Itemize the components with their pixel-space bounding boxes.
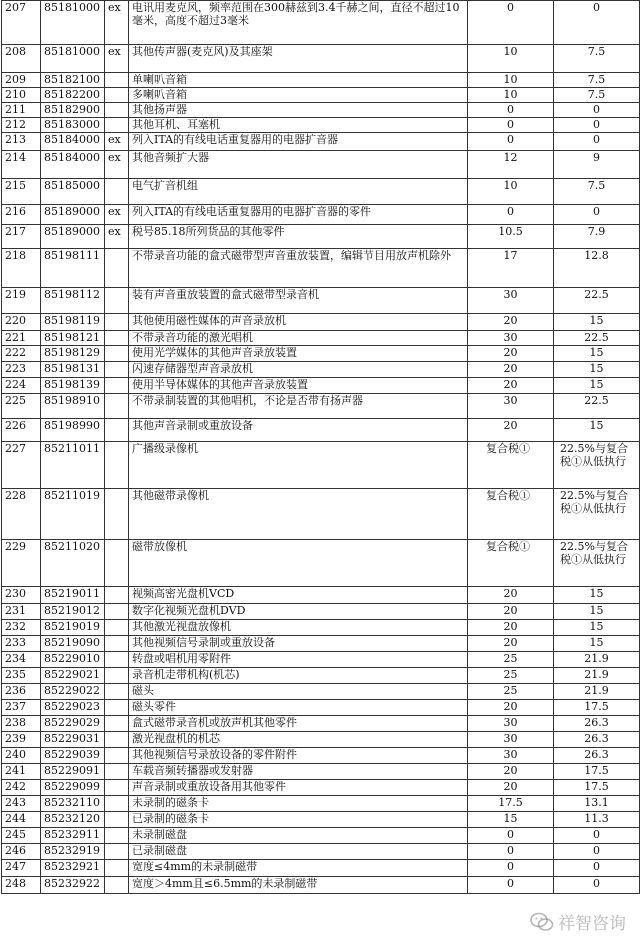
row-number: 216 (2, 205, 41, 225)
tariff-code: 85232911 (41, 828, 105, 844)
provisional-rate: 22.5%与复合税①从低执行 (554, 489, 640, 540)
provisional-rate: 17.5 (554, 780, 640, 796)
ex-flag (105, 620, 129, 636)
goods-description: 单喇叭音箱 (129, 73, 468, 88)
mfn-rate: 复合税① (468, 442, 554, 489)
ex-flag (105, 812, 129, 828)
mfn-rate: 0 (468, 1, 554, 45)
tariff-code: 85219019 (41, 620, 105, 636)
tariff-code: 85232921 (41, 860, 105, 877)
mfn-rate: 17 (468, 249, 554, 288)
row-number: 213 (2, 133, 41, 151)
table-row (2, 118, 640, 133)
tariff-code: 85185000 (41, 179, 105, 205)
mfn-rate: 30 (468, 748, 554, 764)
row-number: 232 (2, 620, 41, 636)
provisional-rate: 22.5 (554, 394, 640, 419)
provisional-rate: 0 (554, 844, 640, 860)
goods-description: 宽度≤4mm的未录制磁带 (129, 860, 468, 877)
goods-description: 其他视频信号录制或重放设备 (129, 636, 468, 652)
row-number: 208 (2, 45, 41, 73)
ex-flag: ex (105, 133, 129, 151)
provisional-rate: 22.5 (554, 331, 640, 346)
provisional-rate: 0 (554, 103, 640, 118)
goods-description: 磁带放像机 (129, 540, 468, 587)
mfn-rate: 10 (468, 88, 554, 103)
table-row (2, 88, 640, 103)
tariff-code: 85229022 (41, 684, 105, 700)
ex-flag (105, 604, 129, 620)
mfn-rate: 20 (468, 780, 554, 796)
goods-description: 声音录制或重放设备用其他零件 (129, 780, 468, 796)
tariff-code: 85198112 (41, 288, 105, 314)
provisional-rate: 26.3 (554, 716, 640, 732)
tariff-code: 85182900 (41, 103, 105, 118)
provisional-rate: 7.5 (554, 88, 640, 103)
ex-flag (105, 118, 129, 133)
mfn-rate: 10.5 (468, 225, 554, 249)
table-row (2, 700, 640, 716)
ex-flag (105, 419, 129, 442)
goods-description: 列入ITA的有线电话重复器用的电器扩音器的零件 (129, 205, 468, 225)
row-number: 228 (2, 489, 41, 540)
ex-flag (105, 394, 129, 419)
row-number: 209 (2, 73, 41, 88)
provisional-rate: 0 (554, 205, 640, 225)
goods-description: 电讯用麦克风，频率范围在300赫兹到3.4千赫之间，直径不超过10毫米，高度不超过3毫米 (129, 1, 468, 45)
goods-description: 使用半导体媒体的其他声音录放装置 (129, 378, 468, 394)
mfn-rate: 复合税① (468, 489, 554, 540)
provisional-rate: 15 (554, 314, 640, 331)
goods-description: 磁头零件 (129, 700, 468, 716)
watermark-text: 祥智咨询 (558, 914, 626, 934)
provisional-rate: 15 (554, 378, 640, 394)
provisional-rate: 22.5%与复合税①从低执行 (554, 540, 640, 587)
provisional-rate: 9 (554, 151, 640, 179)
ex-flag (105, 796, 129, 812)
mfn-rate: 10 (468, 179, 554, 205)
ex-flag (105, 489, 129, 540)
ex-flag (105, 331, 129, 346)
row-number: 231 (2, 604, 41, 620)
row-number: 220 (2, 314, 41, 331)
row-number: 214 (2, 151, 41, 179)
mfn-rate: 0 (468, 828, 554, 844)
tariff-code: 85229010 (41, 652, 105, 668)
table-row (2, 716, 640, 732)
ex-flag: ex (105, 1, 129, 45)
ex-flag: ex (105, 45, 129, 73)
ex-flag (105, 288, 129, 314)
table-row (2, 796, 640, 812)
table-row (2, 249, 640, 288)
table-row (2, 1, 640, 45)
goods-description: 已录制的磁条卡 (129, 812, 468, 828)
mfn-rate: 0 (468, 103, 554, 118)
provisional-rate: 15 (554, 620, 640, 636)
table-row (2, 331, 640, 346)
tariff-code: 85198139 (41, 378, 105, 394)
table-row (2, 828, 640, 844)
provisional-rate: 7.5 (554, 73, 640, 88)
row-number: 246 (2, 844, 41, 860)
mfn-rate: 20 (468, 314, 554, 331)
mfn-rate: 30 (468, 716, 554, 732)
goods-description: 激光视盘机的机芯 (129, 732, 468, 748)
table-row (2, 620, 640, 636)
mfn-rate: 17.5 (468, 796, 554, 812)
provisional-rate: 22.5%与复合税①从低执行 (554, 442, 640, 489)
mfn-rate: 20 (468, 764, 554, 780)
table-row (2, 151, 640, 179)
ex-flag (105, 652, 129, 668)
row-number: 244 (2, 812, 41, 828)
mfn-rate: 0 (468, 205, 554, 225)
row-number: 224 (2, 378, 41, 394)
row-number: 233 (2, 636, 41, 652)
provisional-rate: 15 (554, 604, 640, 620)
ex-flag (105, 346, 129, 362)
goods-description: 其他使用磁性媒体的声音录放机 (129, 314, 468, 331)
mfn-rate: 12 (468, 151, 554, 179)
tariff-code: 85232919 (41, 844, 105, 860)
table-row (2, 205, 640, 225)
provisional-rate: 7.5 (554, 179, 640, 205)
mfn-rate: 15 (468, 812, 554, 828)
tariff-code: 85211020 (41, 540, 105, 587)
row-number: 235 (2, 668, 41, 684)
row-number: 240 (2, 748, 41, 764)
goods-description: 其他扬声器 (129, 103, 468, 118)
goods-description: 盒式磁带录音机或放声机其他零件 (129, 716, 468, 732)
ex-flag (105, 103, 129, 118)
goods-description: 多喇叭音箱 (129, 88, 468, 103)
provisional-rate: 15 (554, 419, 640, 442)
ex-flag (105, 314, 129, 331)
row-number: 223 (2, 362, 41, 378)
tariff-code: 85184000 (41, 151, 105, 179)
ex-flag (105, 540, 129, 587)
ex-flag (105, 700, 129, 716)
mfn-rate: 复合税① (468, 540, 554, 587)
provisional-rate: 7.5 (554, 45, 640, 73)
goods-description: 其他音频扩大器 (129, 151, 468, 179)
row-number: 241 (2, 764, 41, 780)
goods-description: 不带录音功能的盒式磁带型声音重放装置，编辑节目用放声机除外 (129, 249, 468, 288)
mfn-rate: 30 (468, 288, 554, 314)
table-row (2, 103, 640, 118)
ex-flag (105, 877, 129, 894)
provisional-rate: 22.5 (554, 288, 640, 314)
mfn-rate: 0 (468, 844, 554, 860)
ex-flag (105, 249, 129, 288)
provisional-rate: 17.5 (554, 700, 640, 716)
table-row (2, 732, 640, 748)
row-number: 238 (2, 716, 41, 732)
row-number: 215 (2, 179, 41, 205)
goods-description: 广播级录像机 (129, 442, 468, 489)
row-number: 243 (2, 796, 41, 812)
goods-description: 未录制磁盘 (129, 828, 468, 844)
goods-description: 其他声音录制或重放设备 (129, 419, 468, 442)
table-row (2, 419, 640, 442)
ex-flag (105, 780, 129, 796)
table-row (2, 780, 640, 796)
row-number: 217 (2, 225, 41, 249)
tariff-code: 85182200 (41, 88, 105, 103)
provisional-rate: 0 (554, 133, 640, 151)
mfn-rate: 25 (468, 652, 554, 668)
provisional-rate: 17.5 (554, 764, 640, 780)
goods-description: 装有声音重放装置的盒式磁带型录音机 (129, 288, 468, 314)
mfn-rate: 20 (468, 419, 554, 442)
tariff-code: 85184000 (41, 133, 105, 151)
tariff-code: 85181000 (41, 1, 105, 45)
provisional-rate: 7.9 (554, 225, 640, 249)
row-number: 236 (2, 684, 41, 700)
table-row (2, 45, 640, 73)
goods-description: 使用光学媒体的其他声音录放装置 (129, 346, 468, 362)
provisional-rate: 15 (554, 636, 640, 652)
ex-flag (105, 828, 129, 844)
provisional-rate: 15 (554, 346, 640, 362)
ex-flag (105, 378, 129, 394)
goods-description: 其他传声器(麦克风)及其座架 (129, 45, 468, 73)
table-row (2, 764, 640, 780)
ex-flag: ex (105, 225, 129, 249)
provisional-rate: 0 (554, 828, 640, 844)
table-row (2, 394, 640, 419)
provisional-rate: 21.9 (554, 684, 640, 700)
tariff-code: 85198910 (41, 394, 105, 419)
ex-flag (105, 73, 129, 88)
tariff-code: 85229023 (41, 700, 105, 716)
table-row (2, 225, 640, 249)
table-row (2, 442, 640, 489)
goods-description: 宽度＞4mm且≤6.5mm的未录制磁带 (129, 877, 468, 894)
row-number: 222 (2, 346, 41, 362)
ex-flag (105, 748, 129, 764)
provisional-rate: 15 (554, 362, 640, 378)
table-row (2, 362, 640, 378)
goods-description: 不带录音功能的激光唱机 (129, 331, 468, 346)
row-number: 226 (2, 419, 41, 442)
tariff-code: 85229091 (41, 764, 105, 780)
mfn-rate: 25 (468, 668, 554, 684)
row-number: 229 (2, 540, 41, 587)
row-number: 234 (2, 652, 41, 668)
mfn-rate: 0 (468, 860, 554, 877)
mfn-rate: 20 (468, 604, 554, 620)
ex-flag (105, 684, 129, 700)
ex-flag (105, 732, 129, 748)
watermark (530, 909, 626, 934)
table-row (2, 133, 640, 151)
goods-description: 其他激光视盘放像机 (129, 620, 468, 636)
row-number: 210 (2, 88, 41, 103)
goods-description: 数字化视频光盘机DVD (129, 604, 468, 620)
goods-description: 磁头 (129, 684, 468, 700)
tariff-code: 85182100 (41, 73, 105, 88)
provisional-rate: 0 (554, 1, 640, 45)
ex-flag: ex (105, 151, 129, 179)
tariff-code: 85198129 (41, 346, 105, 362)
tariff-code: 85219012 (41, 604, 105, 620)
row-number: 227 (2, 442, 41, 489)
provisional-rate: 12.8 (554, 249, 640, 288)
mfn-rate: 20 (468, 346, 554, 362)
mfn-rate: 20 (468, 378, 554, 394)
row-number: 225 (2, 394, 41, 419)
provisional-rate: 11.3 (554, 812, 640, 828)
ex-flag (105, 860, 129, 877)
mfn-rate: 10 (468, 45, 554, 73)
provisional-rate: 21.9 (554, 652, 640, 668)
tariff-code: 85181000 (41, 45, 105, 73)
table-row (2, 314, 640, 331)
mfn-rate: 20 (468, 700, 554, 716)
tariff-code: 85198119 (41, 314, 105, 331)
goods-description: 录音机走带机构(机芯) (129, 668, 468, 684)
table-row (2, 844, 640, 860)
goods-description: 转盘或唱机用零附件 (129, 652, 468, 668)
goods-description: 闪速存储器型声音录放机 (129, 362, 468, 378)
goods-description: 税号85.18所列货品的其他零件 (129, 225, 468, 249)
provisional-rate: 26.3 (554, 732, 640, 748)
ex-flag (105, 668, 129, 684)
tariff-code: 85198111 (41, 249, 105, 288)
table-row (2, 812, 640, 828)
provisional-rate: 26.3 (554, 748, 640, 764)
mfn-rate: 0 (468, 118, 554, 133)
ex-flag: ex (105, 205, 129, 225)
row-number: 218 (2, 249, 41, 288)
tariff-code: 85198131 (41, 362, 105, 378)
mfn-rate: 30 (468, 394, 554, 419)
ex-flag (105, 88, 129, 103)
mfn-rate: 20 (468, 362, 554, 378)
mfn-rate: 20 (468, 636, 554, 652)
table-row (2, 636, 640, 652)
goods-description: 电气扩音机组 (129, 179, 468, 205)
table-row (2, 748, 640, 764)
wechat-logo-icon (530, 912, 554, 932)
tariff-code: 85198990 (41, 419, 105, 442)
table-row (2, 860, 640, 877)
row-number: 219 (2, 288, 41, 314)
table-row (2, 73, 640, 88)
provisional-rate: 15 (554, 587, 640, 604)
goods-description: 列入ITA的有线电话重复器用的电器扩音器 (129, 133, 468, 151)
row-number: 212 (2, 118, 41, 133)
goods-description: 车载音频转播器或发射器 (129, 764, 468, 780)
table-row (2, 179, 640, 205)
mfn-rate: 20 (468, 587, 554, 604)
tariff-code: 85229099 (41, 780, 105, 796)
goods-description: 其他耳机、耳塞机 (129, 118, 468, 133)
row-number: 242 (2, 780, 41, 796)
tariff-code: 85229039 (41, 748, 105, 764)
tariff-code: 85229021 (41, 668, 105, 684)
tariff-code: 85229031 (41, 732, 105, 748)
mfn-rate: 0 (468, 133, 554, 151)
provisional-rate: 0 (554, 118, 640, 133)
ex-flag (105, 764, 129, 780)
row-number: 211 (2, 103, 41, 118)
ex-flag (105, 442, 129, 489)
tariff-code: 85198121 (41, 331, 105, 346)
mfn-rate: 10 (468, 73, 554, 88)
mfn-rate: 20 (468, 620, 554, 636)
mfn-rate: 0 (468, 877, 554, 894)
goods-description: 未录制的磁条卡 (129, 796, 468, 812)
table-row (2, 877, 640, 894)
mfn-rate: 30 (468, 331, 554, 346)
goods-description: 已录制磁盘 (129, 844, 468, 860)
tariff-code: 85183000 (41, 118, 105, 133)
row-number: 247 (2, 860, 41, 877)
tariff-code: 85211011 (41, 442, 105, 489)
tariff-code: 85232120 (41, 812, 105, 828)
tariff-table (1, 0, 640, 894)
tariff-code: 85232110 (41, 796, 105, 812)
ex-flag (105, 636, 129, 652)
goods-description: 不带录制装置的其他唱机，不论是否带有扬声器 (129, 394, 468, 419)
table-row (2, 489, 640, 540)
provisional-rate: 0 (554, 877, 640, 894)
row-number: 245 (2, 828, 41, 844)
provisional-rate: 13.1 (554, 796, 640, 812)
tariff-code: 85189000 (41, 205, 105, 225)
mfn-rate: 30 (468, 732, 554, 748)
ex-flag (105, 179, 129, 205)
row-number: 221 (2, 331, 41, 346)
goods-description: 视频高密光盘机VCD (129, 587, 468, 604)
row-number: 207 (2, 1, 41, 45)
table-row (2, 346, 640, 362)
tariff-code: 85189000 (41, 225, 105, 249)
row-number: 248 (2, 877, 41, 894)
table-row (2, 604, 640, 620)
row-number: 239 (2, 732, 41, 748)
provisional-rate: 0 (554, 860, 640, 877)
goods-description: 其他视频信号录放设备的零件附件 (129, 748, 468, 764)
tariff-code: 85232922 (41, 877, 105, 894)
tariff-code: 85219011 (41, 587, 105, 604)
table-row (2, 540, 640, 587)
goods-description: 其他磁带录像机 (129, 489, 468, 540)
ex-flag (105, 362, 129, 378)
provisional-rate: 21.9 (554, 668, 640, 684)
table-row (2, 668, 640, 684)
ex-flag (105, 587, 129, 604)
table-row (2, 684, 640, 700)
tariff-code: 85211019 (41, 489, 105, 540)
table-row (2, 652, 640, 668)
tariff-code: 85219090 (41, 636, 105, 652)
tariff-code: 85229029 (41, 716, 105, 732)
table-row (2, 587, 640, 604)
table-row (2, 378, 640, 394)
row-number: 230 (2, 587, 41, 604)
row-number: 237 (2, 700, 41, 716)
ex-flag (105, 716, 129, 732)
ex-flag (105, 844, 129, 860)
mfn-rate: 25 (468, 684, 554, 700)
table-row (2, 288, 640, 314)
tariff-table-body (2, 1, 640, 894)
